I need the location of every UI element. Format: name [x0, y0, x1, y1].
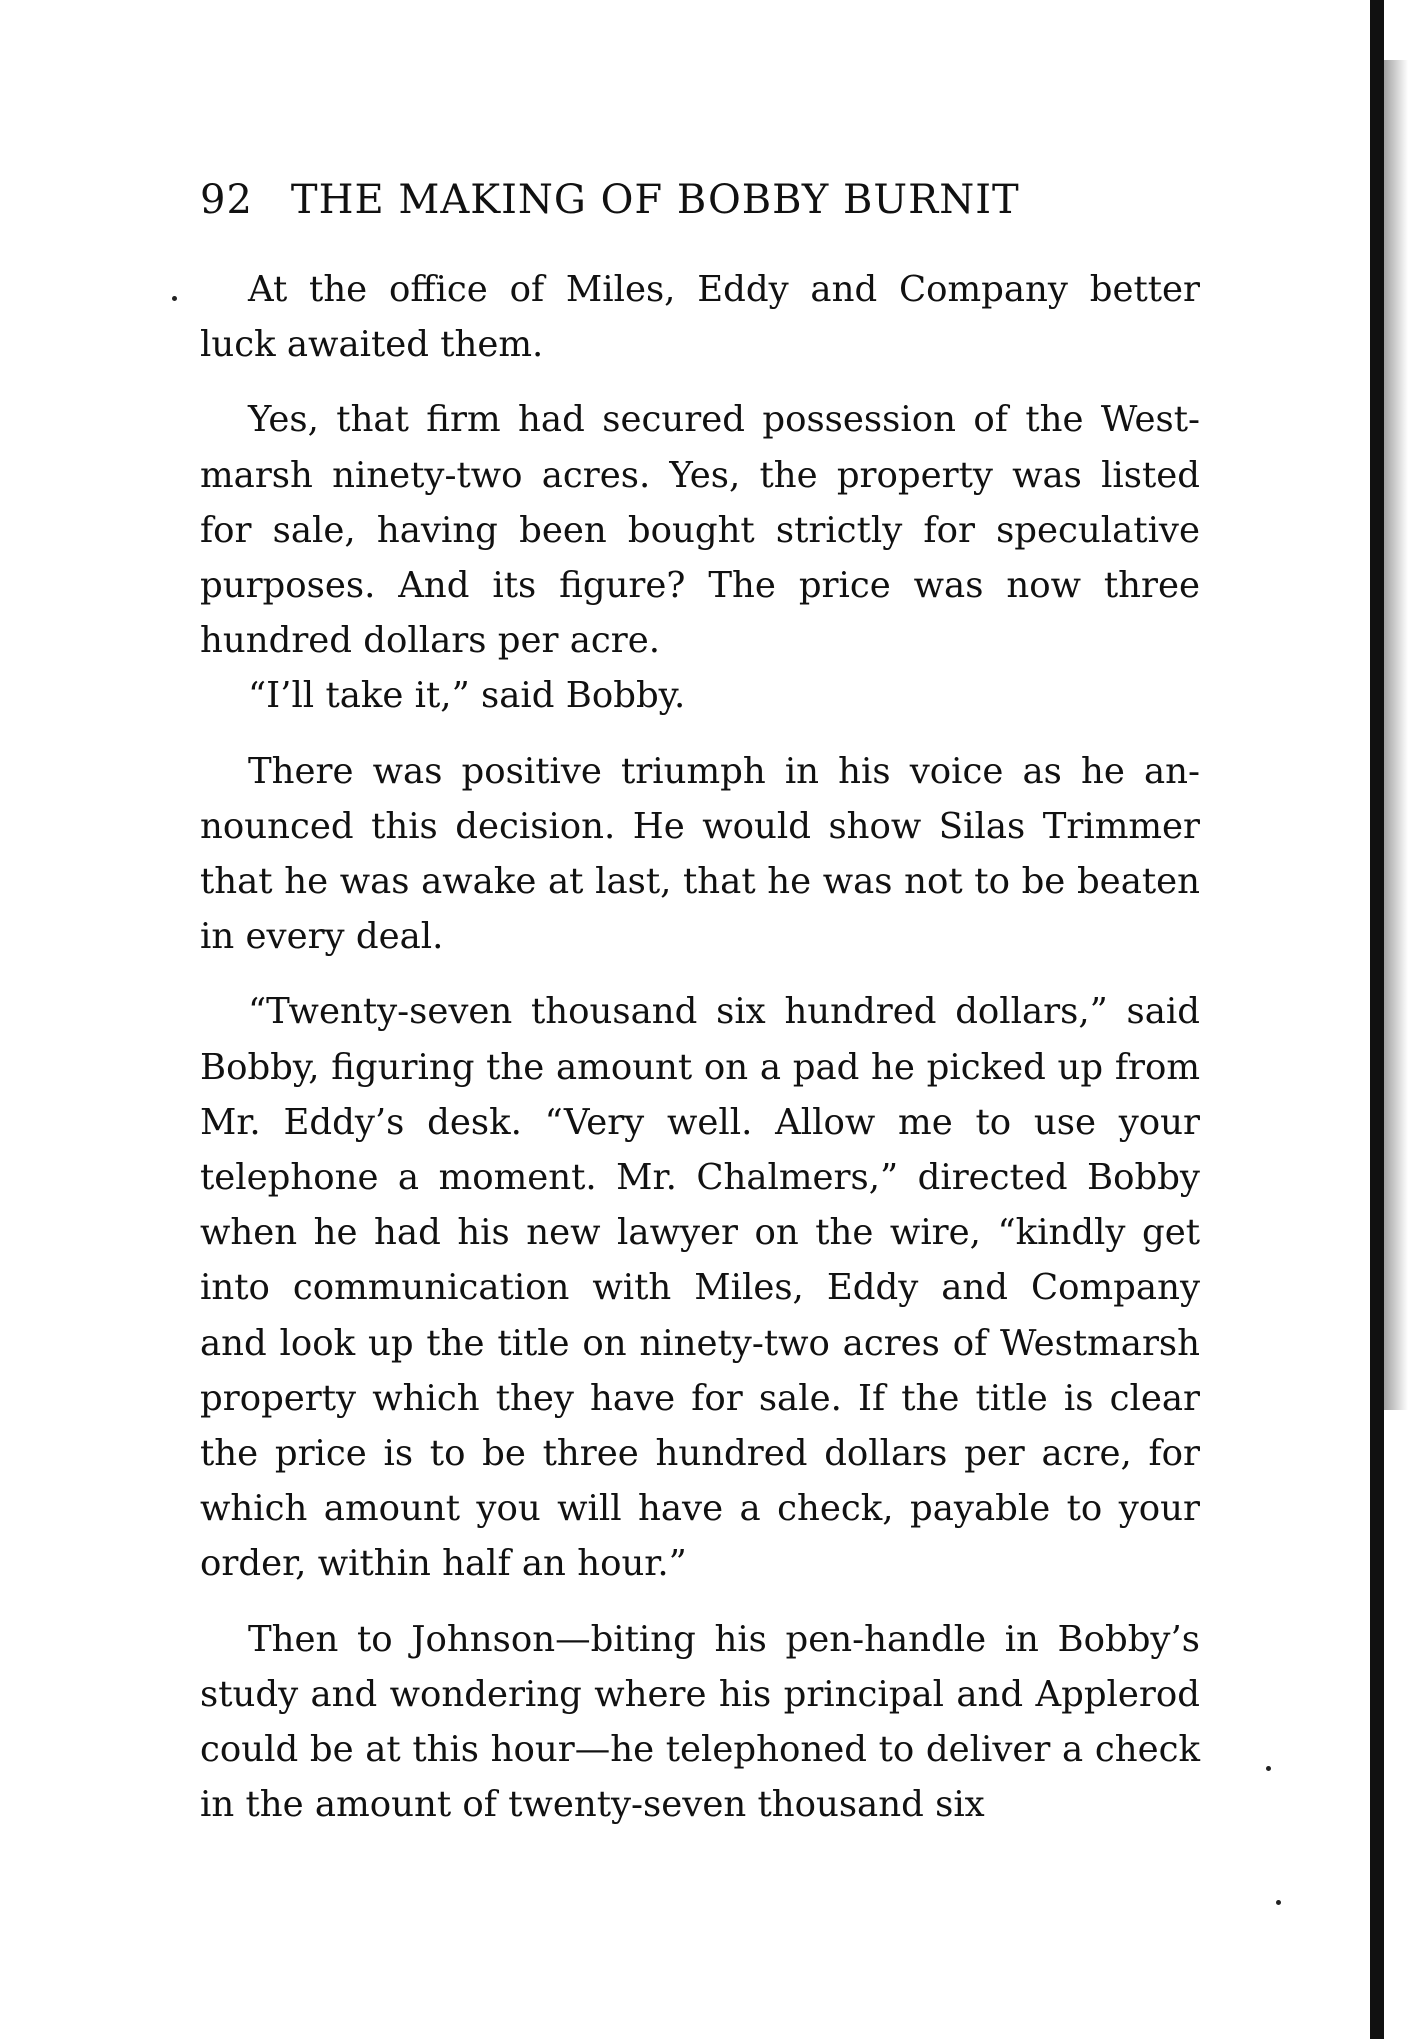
scan-speck — [172, 296, 177, 301]
binding-edge — [1370, 0, 1384, 2039]
scan-speck — [1266, 1766, 1271, 1771]
paragraph: Then to Johnson—biting his pen-handle in Bobby’s study and wondering where his principal and Applerod could be at this hour—he telephoned to deliver a check in the amount of twenty-seven thousand six — [200, 1618, 1200, 1826]
body-text — [200, 262, 1200, 1832]
paragraph: “I’ll take it,” said Bobby. — [248, 675, 686, 717]
running-head — [200, 170, 1200, 230]
running-head-title: THE MAKING OF BOBBY BURNIT — [290, 177, 1020, 223]
binding-shadow — [1384, 60, 1408, 1410]
scan-speck — [1276, 1900, 1281, 1905]
paragraph: Yes, that firm had secured possession of the Westmarsh ninety-two acres. Yes, the property was listed for sale, having been bought strictly for speculative purposes. And its figure? The price was now three hundred dollars per acre. — [200, 399, 1200, 662]
paragraph: There was positive triumph in his voice as he announced this decision. He would show Silas Trimmer that he was awake at last, that he was not to be beaten in every deal. — [200, 750, 1200, 958]
paragraph: At the office of Miles, Eddy and Company better luck awaited them. — [200, 269, 1200, 366]
paragraph: “Twenty-seven thousand six hundred dollars,” said Bobby, figuring the amount on a pad he picked up from Mr. Eddy’s desk. “Very well. Allow me to use your telephone a moment. Mr. Chalmers,” directed Bobby when he had his new lawyer on the wire, “kindly get into communication with Miles, Eddy and Company and look up the title on ninety-two acres of Westmarsh property which they have for sale. If the title is clear the price is to be three hundred dollars per acre, for which amount you will have a check, payable to your order, within half an hour.” — [200, 991, 1200, 1585]
page-number: 92 — [200, 177, 253, 223]
